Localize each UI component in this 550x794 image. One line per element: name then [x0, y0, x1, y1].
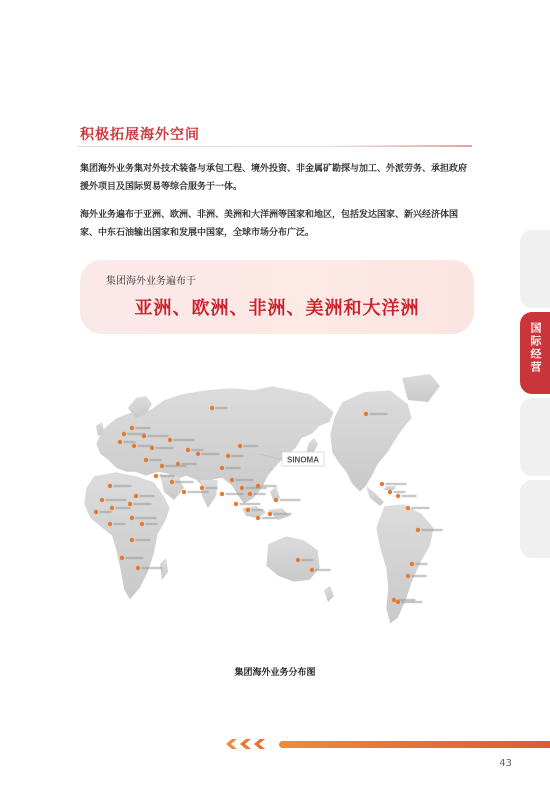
title-divider [78, 146, 472, 147]
office-marker [200, 486, 204, 490]
office-marker [406, 506, 410, 510]
office-marker [364, 412, 368, 416]
office-marker-label [134, 503, 152, 505]
office-marker-label [226, 467, 241, 469]
office-marker [134, 494, 138, 498]
office-marker-label [176, 481, 194, 483]
office-marker [118, 440, 122, 444]
office-marker-label [136, 539, 151, 541]
office-marker-label [136, 427, 151, 429]
office-marker-label [244, 445, 259, 447]
office-marker-label [114, 523, 126, 525]
office-marker-label [254, 493, 266, 495]
office-marker-label [106, 499, 127, 501]
office-marker-label [188, 491, 209, 493]
office-marker [256, 484, 260, 488]
office-marker-label [206, 487, 218, 489]
office-marker-label [146, 523, 158, 525]
office-marker [226, 454, 230, 458]
footer-bar [279, 741, 550, 748]
sinoma-logo: SINOMA [287, 455, 319, 465]
office-marker [130, 538, 134, 542]
office-marker [182, 490, 186, 494]
office-marker-label [412, 575, 427, 577]
sidebar-tab-active[interactable] [520, 312, 550, 394]
office-marker-label [226, 493, 244, 495]
office-marker [396, 494, 400, 498]
office-marker [406, 574, 410, 578]
office-marker-label [422, 529, 443, 531]
office-marker-label [192, 449, 204, 451]
office-marker-label [402, 495, 417, 497]
office-marker-label [394, 491, 406, 493]
office-marker [108, 522, 112, 526]
office-marker [108, 484, 112, 488]
office-marker [410, 562, 414, 566]
office-marker [94, 510, 98, 514]
office-marker [168, 438, 172, 442]
office-marker [234, 502, 238, 506]
office-marker-label [412, 507, 430, 509]
office-marker [416, 528, 420, 532]
office-marker [246, 508, 250, 512]
office-marker [100, 498, 104, 502]
office-marker-label [136, 517, 157, 519]
callout-lead: 集团海外业务遍布于 [106, 276, 196, 287]
office-marker [160, 464, 164, 468]
office-marker [238, 444, 242, 448]
office-marker [196, 452, 200, 456]
office-marker-label [416, 563, 428, 565]
office-marker-label [160, 475, 175, 477]
office-marker-label [232, 455, 244, 457]
office-marker [310, 568, 314, 572]
office-marker [170, 480, 174, 484]
office-marker-label [124, 441, 136, 443]
callout-highlight: 亚洲、欧洲、非洲、美洲和大洋洲 [134, 298, 420, 319]
office-marker [150, 446, 154, 450]
office-marker-label [240, 503, 261, 505]
footer-chevrons-icon [224, 738, 284, 750]
office-marker [210, 406, 214, 410]
north-america-landmass [330, 390, 412, 492]
office-marker [154, 474, 158, 478]
sidebar-tab-label: 国际经营 [529, 322, 542, 374]
office-marker [132, 444, 136, 448]
office-marker-label [202, 453, 220, 455]
office-marker [296, 558, 300, 562]
office-marker [186, 448, 190, 452]
office-marker-label [156, 447, 174, 449]
office-marker [248, 492, 252, 496]
office-marker [396, 600, 400, 604]
section-title: 积极拓展海外空间 [80, 127, 200, 143]
office-marker [240, 486, 244, 490]
office-marker [142, 434, 146, 438]
office-marker-label [174, 439, 195, 441]
paragraph-1: 集团海外业务集对外技术装备与承包工程、境外投资、非金属矿勘探与加工、外派劳务、承担政府援外项目及国际贸易等综合服务于一体。 [80, 164, 468, 192]
office-marker [130, 516, 134, 520]
map-caption: 集团海外业务分布图 [234, 668, 316, 678]
office-marker-label [274, 513, 292, 515]
office-marker-label [252, 509, 264, 511]
office-marker [122, 432, 126, 436]
office-marker [388, 490, 392, 494]
office-marker-label [386, 483, 407, 485]
office-marker [274, 498, 278, 502]
office-marker-label [262, 517, 277, 519]
highlight-callout [80, 260, 474, 334]
paragraph-2: 海外业务遍布于亚洲、欧洲、非洲、美洲和大洋洲等国家和地区，包括发达国家、新兴经济体国家、中东石油输出国家和发展中国家，全球市场分布广泛。 [80, 210, 459, 238]
office-marker-label [114, 485, 132, 487]
office-marker [392, 598, 396, 602]
office-marker-label [116, 507, 131, 509]
office-marker-label [302, 559, 314, 561]
office-marker-label [142, 567, 163, 569]
office-marker [256, 516, 260, 520]
office-marker [136, 566, 140, 570]
sidebar-tab-3[interactable] [520, 398, 550, 476]
page-number: 43 [499, 758, 512, 769]
office-marker-label [166, 465, 187, 467]
office-marker-label [280, 499, 301, 501]
office-marker [220, 492, 224, 496]
office-marker-label [216, 407, 228, 409]
sidebar-tab-4[interactable] [520, 480, 550, 558]
office-marker-label [140, 495, 155, 497]
office-marker [144, 458, 148, 462]
sidebar-tab-1[interactable] [520, 230, 550, 308]
world-map [72, 368, 480, 653]
office-marker [140, 522, 144, 526]
office-marker-label [148, 435, 169, 437]
office-marker [110, 506, 114, 510]
office-marker [268, 512, 272, 516]
office-marker-label [126, 557, 144, 559]
office-marker-label [316, 569, 331, 571]
office-marker [128, 502, 132, 506]
office-marker [130, 426, 134, 430]
office-marker-label [370, 413, 388, 415]
office-marker-label [236, 479, 254, 481]
office-marker [380, 482, 384, 486]
africa-landmass [84, 472, 170, 600]
office-marker [220, 466, 224, 470]
office-marker [120, 556, 124, 560]
office-marker-label [402, 601, 423, 603]
office-marker-label [262, 485, 277, 487]
office-marker-label [150, 459, 162, 461]
office-marker [230, 478, 234, 482]
office-marker-label [100, 511, 112, 513]
